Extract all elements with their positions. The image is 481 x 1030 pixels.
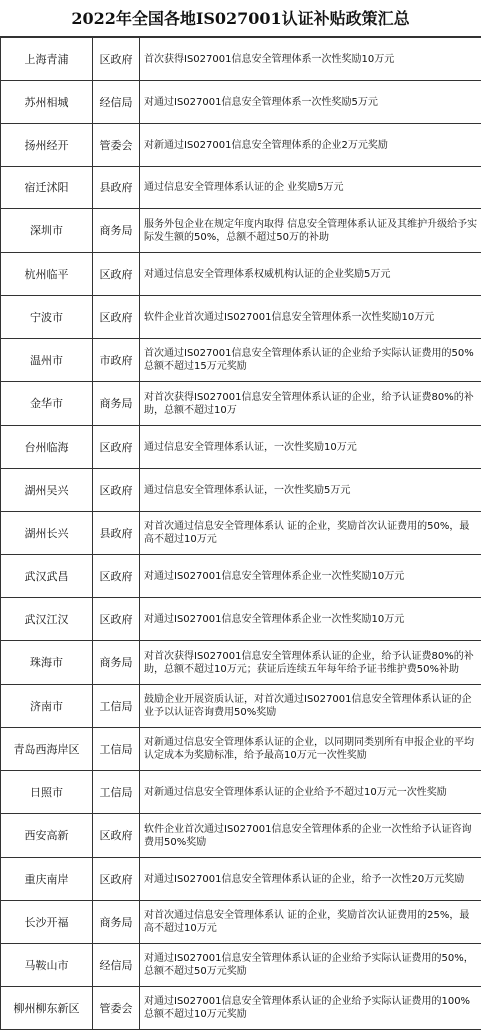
department-cell: 商务局 bbox=[93, 641, 140, 685]
policy-cell: 对通过IS027001信息安全管理体系认证的企业给予实际认证费用的50%，总额不超过50万元奖励 bbox=[140, 944, 481, 987]
policy-cell: 对通过IS027001信息安全管理体系企业一次性奖励10万元 bbox=[140, 555, 481, 598]
region-cell: 青岛西海岸区 bbox=[1, 728, 93, 771]
table-row bbox=[1, 296, 481, 339]
policy-cell: 通过信息安全管理体系认证，一次性奖励5万元 bbox=[140, 469, 481, 512]
table-row bbox=[1, 641, 481, 685]
table-row bbox=[1, 253, 481, 296]
policy-cell: 鼓励企业开展资质认证，对首次通过IS027001信息安全管理体系认证的企业予以认证咨询费用50%奖励 bbox=[140, 685, 481, 728]
table-row bbox=[1, 814, 481, 858]
department-cell: 区政府 bbox=[93, 38, 140, 81]
policy-cell: 对通过IS027001信息安全管理体系认证的企业给予实际认证费用的100%总额不超过10万元奖励 bbox=[140, 987, 481, 1030]
table-row bbox=[1, 382, 481, 426]
policy-cell: 对通过IS027001信息安全管理体系企业一次性奖励10万元 bbox=[140, 598, 481, 641]
region-cell: 杭州临平 bbox=[1, 253, 93, 296]
table-row bbox=[1, 944, 481, 987]
region-cell: 温州市 bbox=[1, 339, 93, 382]
policy-cell: 对首次通过信息安全管理体系认 证的企业，奖励首次认证费用的25%，最高不超过10万元 bbox=[140, 901, 481, 944]
table-row bbox=[1, 728, 481, 771]
table-row bbox=[1, 426, 481, 469]
department-cell: 工信局 bbox=[93, 771, 140, 814]
region-cell: 珠海市 bbox=[1, 641, 93, 685]
policy-cell: 首次通过IS027001信息安全管理体系认证的企业给予实际认证费用的50%总额不超过15万元奖励 bbox=[140, 339, 481, 382]
policy-cell: 通过信息安全管理体系认证的企 业奖励5万元 bbox=[140, 167, 481, 209]
department-cell: 管委会 bbox=[93, 987, 140, 1030]
region-cell: 湖州吴兴 bbox=[1, 469, 93, 512]
page-title: 2022年全国各地IS027001认证补贴政策汇总 bbox=[0, 0, 481, 37]
department-cell: 市政府 bbox=[93, 339, 140, 382]
policy-cell: 对首次获得IS027001信息安全管理体系认证的企业，给予认证费80%的补助，总额不超过10万元；获证后连续五年每年给予证书维护费50%补助 bbox=[140, 641, 481, 685]
region-cell: 长沙开福 bbox=[1, 901, 93, 944]
region-cell: 日照市 bbox=[1, 771, 93, 814]
policy-cell: 对通过信息安全管理体系权威机构认证的企业奖励5万元 bbox=[140, 253, 481, 296]
table-row bbox=[1, 339, 481, 382]
region-cell: 宁波市 bbox=[1, 296, 93, 339]
policy-cell: 对首次获得IS027001信息安全管理体系认证的企业，给予认证费80%的补助，总额不超过10万 bbox=[140, 382, 481, 426]
table-row bbox=[1, 771, 481, 814]
policy-cell: 对新通过信息安全管理体系认证的企业，以同期同类别所有申报企业的平均认定成本为奖励标准，给予最高10万元一次性奖励 bbox=[140, 728, 481, 771]
department-cell: 区政府 bbox=[93, 426, 140, 469]
department-cell: 县政府 bbox=[93, 167, 140, 209]
department-cell: 经信局 bbox=[93, 81, 140, 124]
policy-cell: 对通过IS027001信息安全管理体系一次性奖励5万元 bbox=[140, 81, 481, 124]
policy-cell: 通过信息安全管理体系认证，一次性奖励10万元 bbox=[140, 426, 481, 469]
region-cell: 台州临海 bbox=[1, 426, 93, 469]
department-cell: 工信局 bbox=[93, 685, 140, 728]
table-row bbox=[1, 512, 481, 555]
department-cell: 区政府 bbox=[93, 469, 140, 512]
policy-cell: 对首次通过信息安全管理体系认 证的企业，奖励首次认证费用的50%，最高不超过10万元 bbox=[140, 512, 481, 555]
policy-cell: 软件企业首次通过IS027001信息安全管理体系的企业一次性给予认证咨询费用50%奖励 bbox=[140, 814, 481, 858]
department-cell: 经信局 bbox=[93, 944, 140, 987]
department-cell: 管委会 bbox=[93, 124, 140, 167]
policy-cell: 对新通过IS027001信息安全管理体系的企业2万元奖励 bbox=[140, 124, 481, 167]
region-cell: 马鞍山市 bbox=[1, 944, 93, 987]
region-cell: 扬州经开 bbox=[1, 124, 93, 167]
department-cell: 工信局 bbox=[93, 728, 140, 771]
policy-cell: 对通过IS027001信息安全管理体系认证的企业，给予一次性20万元奖励 bbox=[140, 858, 481, 901]
department-cell: 商务局 bbox=[93, 209, 140, 253]
table-row bbox=[1, 81, 481, 124]
region-cell: 柳州柳东新区 bbox=[1, 987, 93, 1030]
region-cell: 上海青浦 bbox=[1, 38, 93, 81]
table-row bbox=[1, 598, 481, 641]
region-cell: 武汉江汉 bbox=[1, 598, 93, 641]
policy-cell: 首次获得IS027001信息安全管理体系一次性奖励10万元 bbox=[140, 38, 481, 81]
department-cell: 区政府 bbox=[93, 858, 140, 901]
table-row bbox=[1, 901, 481, 944]
policy-cell: 服务外包企业在规定年度内取得 信息安全管理体系认证及其维护升级给予实际发生额的50%，总额不超过50万的补助 bbox=[140, 209, 481, 253]
department-cell: 区政府 bbox=[93, 253, 140, 296]
region-cell: 济南市 bbox=[1, 685, 93, 728]
table-row bbox=[1, 469, 481, 512]
table-row bbox=[1, 858, 481, 901]
policy-cell: 对新通过信息安全管理体系认证的企业给予不超过10万元一次性奖励 bbox=[140, 771, 481, 814]
department-cell: 区政府 bbox=[93, 598, 140, 641]
table-row bbox=[1, 209, 481, 253]
department-cell: 县政府 bbox=[93, 512, 140, 555]
region-cell: 金华市 bbox=[1, 382, 93, 426]
policy-table bbox=[0, 37, 481, 1030]
table-row bbox=[1, 987, 481, 1030]
policy-cell: 软件企业首次通过IS027001信息安全管理体系一次性奖励10万元 bbox=[140, 296, 481, 339]
department-cell: 区政府 bbox=[93, 555, 140, 598]
region-cell: 重庆南岸 bbox=[1, 858, 93, 901]
department-cell: 商务局 bbox=[93, 382, 140, 426]
table-row bbox=[1, 555, 481, 598]
region-cell: 西安高新 bbox=[1, 814, 93, 858]
department-cell: 区政府 bbox=[93, 814, 140, 858]
table-row bbox=[1, 124, 481, 167]
policy-table-body bbox=[1, 38, 481, 1030]
department-cell: 商务局 bbox=[93, 901, 140, 944]
region-cell: 苏州相城 bbox=[1, 81, 93, 124]
region-cell: 湖州长兴 bbox=[1, 512, 93, 555]
region-cell: 宿迁沭阳 bbox=[1, 167, 93, 209]
table-row bbox=[1, 685, 481, 728]
region-cell: 武汉武昌 bbox=[1, 555, 93, 598]
region-cell: 深圳市 bbox=[1, 209, 93, 253]
table-row bbox=[1, 167, 481, 209]
table-row bbox=[1, 38, 481, 81]
department-cell: 区政府 bbox=[93, 296, 140, 339]
